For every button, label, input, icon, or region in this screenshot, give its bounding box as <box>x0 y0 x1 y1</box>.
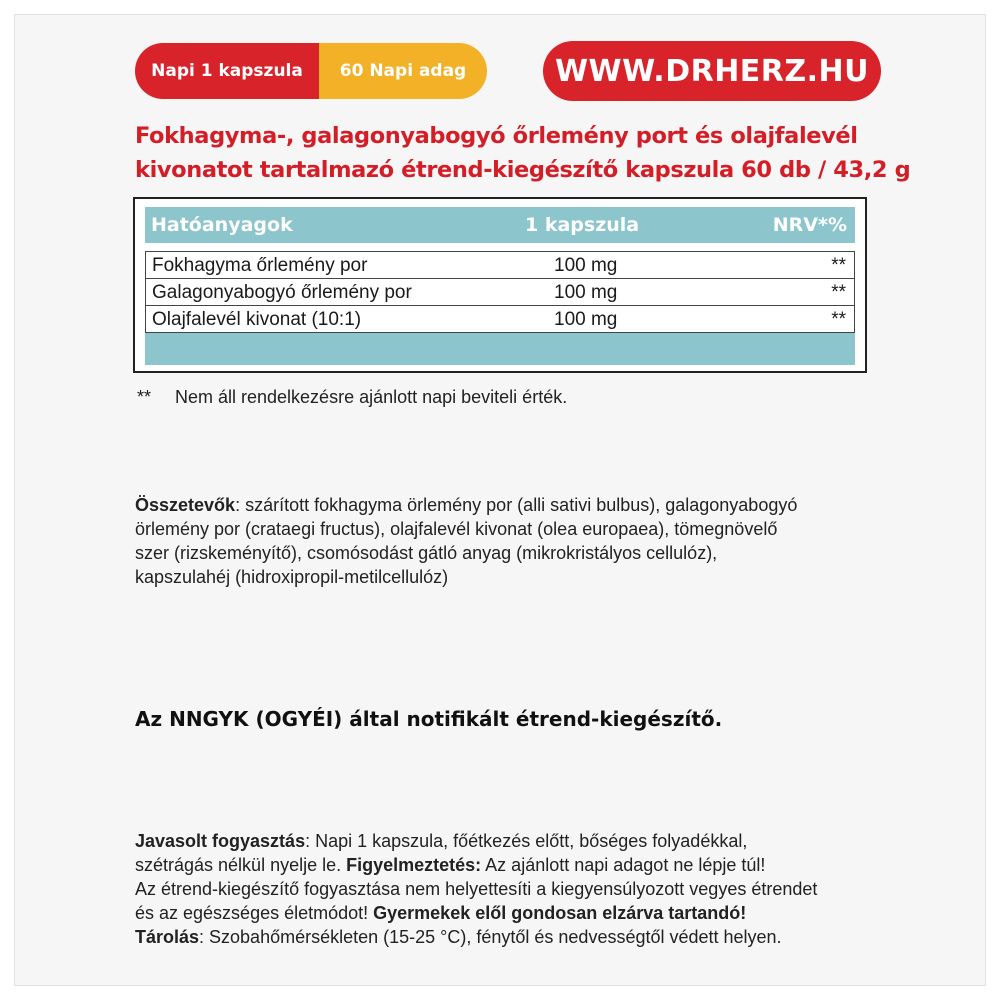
row-ingredient: Olajfalevél kivonat (10:1) <box>152 309 362 330</box>
warning-text: Az ajánlott napi adagot ne lépje túl! <box>481 855 766 875</box>
header-per-capsule: 1 kapszula <box>525 214 640 236</box>
row-amount: 100 mg <box>554 309 618 330</box>
usage-text: és az egészséges életmódot! <box>135 903 374 923</box>
usage-text: szétrágás nélkül nyelje le. <box>135 855 347 875</box>
children-warning: Gyermekek elől gondosan elzárva tartandó! <box>373 903 747 923</box>
warning-label: Figyelmeztetés: <box>346 855 482 875</box>
table-row <box>145 305 855 332</box>
product-title-line-2: kivonatot tartalmazó étrend-kiegészítő kapszula 60 db / 43,2 g <box>135 157 911 183</box>
storage-text: : Szobahőmérsékleten (15-25 °C), fénytől és nedvességtől védett helyen. <box>199 927 782 947</box>
usage-label: Javasolt fogyasztás <box>135 831 306 851</box>
header-nrv: NRV*% <box>772 214 847 236</box>
table-footer-band <box>145 332 855 365</box>
row-amount: 100 mg <box>554 255 618 276</box>
table-header <box>145 207 855 243</box>
footnote-mark: ** <box>137 387 152 407</box>
active-ingredients-table <box>133 197 867 373</box>
table-row <box>145 251 855 278</box>
daily-capsule-badge: Napi 1 kapszula <box>135 43 319 99</box>
label-sheet <box>14 14 986 986</box>
website-badge: WWW.DRHERZ.HU <box>543 41 881 101</box>
usage-text: Az étrend-kiegészítő fogyasztása nem helyettesíti a kiegyensúlyozott vegyes étrendet <box>135 879 818 899</box>
ingredients-text: kapszulahéj (hidroxipropil-metilcellulóz) <box>135 567 449 587</box>
ingredients-text: örlemény por (crataegi fructus), olajfalevél kivonat (olea europaea), tömegnövelő <box>135 519 778 539</box>
usage-text: : Napi 1 kapszula, főétkezés előtt, bőséges folyadékkal, <box>305 831 748 851</box>
ingredients-text: : szárított fokhagyma örlemény por (alli sativi bulbus), galagonyabogyó <box>235 495 798 515</box>
usage-paragraph <box>135 829 865 949</box>
ingredients-label: Összetevők <box>135 495 236 515</box>
row-nrv: ** <box>831 309 846 330</box>
nrv-footnote <box>137 387 567 408</box>
ingredients-paragraph <box>135 493 865 589</box>
product-title-line-1: Fokhagyma-, galagonyabogyó őrlemény port és olajfalevél <box>135 123 858 149</box>
notification-statement: Az NNGYK (OGYÉI) által notifikált étrend-kiegészítő. <box>135 707 723 731</box>
dosage-badge <box>135 43 487 99</box>
product-title <box>135 119 911 187</box>
row-nrv: ** <box>831 255 846 276</box>
row-nrv: ** <box>831 282 846 303</box>
header-active-ingredients: Hatóanyagok <box>151 214 293 236</box>
row-ingredient: Galagonyabogyó őrlemény por <box>152 282 412 303</box>
row-ingredient: Fokhagyma őrlemény por <box>152 255 368 276</box>
storage-label: Tárolás <box>135 927 200 947</box>
row-amount: 100 mg <box>554 282 618 303</box>
table-row <box>145 278 855 305</box>
ingredients-text: szer (rizskeményítő), csomósodást gátló anyag (mikrokristályos cellulóz), <box>135 543 718 563</box>
daily-doses-badge: 60 Napi adag <box>319 43 487 99</box>
footnote-text: Nem áll rendelkezésre ajánlott napi beviteli érték. <box>175 387 568 407</box>
